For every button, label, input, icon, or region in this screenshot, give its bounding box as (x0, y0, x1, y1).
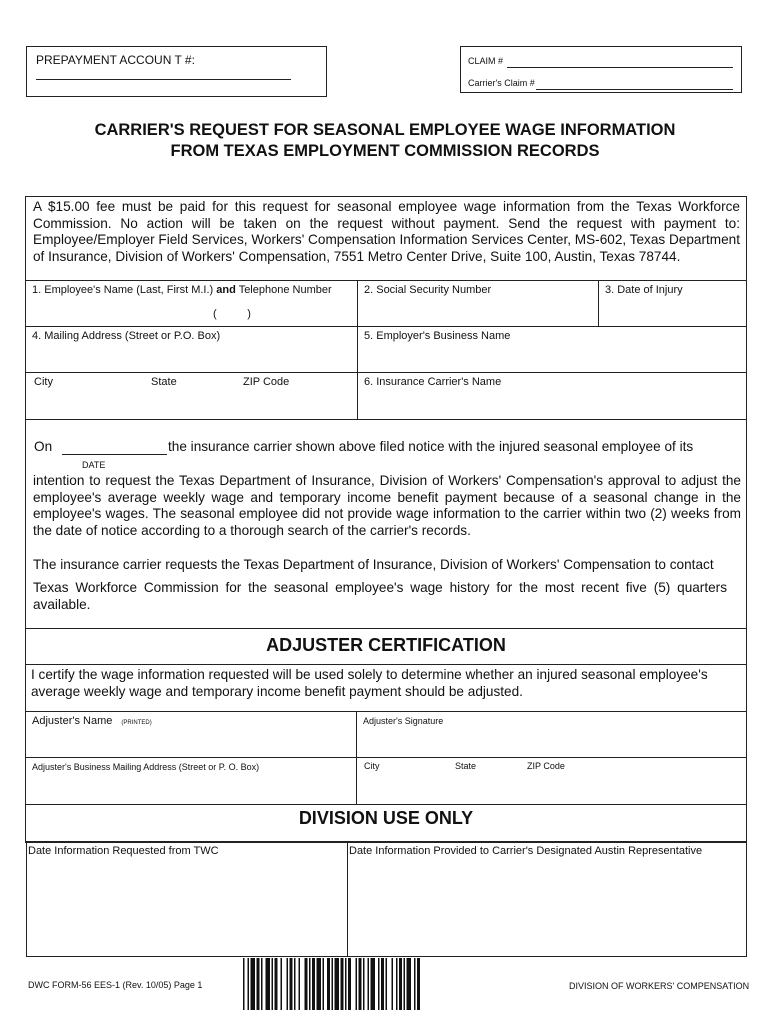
field-city-state-zip[interactable] (26, 373, 357, 419)
adjuster-address-label: Adjuster's Business Mailing Address (Street or P. O. Box) (32, 762, 260, 772)
claim-box (460, 46, 742, 93)
field-adjuster-signature[interactable] (357, 712, 746, 757)
employee-phone-label: Telephone Number (238, 284, 332, 296)
form-id: DWC FORM-56 EES-1 (Rev. 10/05) Page 1 (28, 980, 203, 990)
carrier-claim-input-line[interactable] (536, 89, 733, 90)
phone-parens: ( ) (213, 308, 251, 320)
adjuster-city-label: City (364, 761, 380, 771)
notice-date-caption: DATE (82, 460, 106, 470)
division-divider (347, 841, 348, 957)
ssn-label: 2. Social Security Number (364, 284, 492, 296)
employer-name-label: 5. Employer's Business Name (364, 330, 511, 342)
field-ssn[interactable] (358, 281, 598, 326)
notice-first-line: the insurance carrier shown above filed notice with the injured seasonal employee of its (168, 439, 694, 454)
prepayment-label: PREPAYMENT ACCOUN T #: (36, 53, 195, 67)
adjuster-heading: ADJUSTER CERTIFICATION (266, 635, 506, 655)
field-adjuster-name[interactable] (26, 712, 356, 757)
field-mailing-address[interactable] (26, 327, 357, 372)
field-employer-name[interactable] (358, 327, 746, 372)
adjuster-state-label: State (455, 761, 477, 771)
division-top-rule (26, 804, 746, 805)
adjuster-signature-label: Adjuster's Signature (363, 716, 444, 726)
city-label: City (34, 376, 53, 388)
field-insurance-carrier[interactable] (358, 373, 746, 419)
insurance-carrier-label: 6. Insurance Carrier's Name (364, 376, 502, 388)
employee-name-label: 1. Employee's Name (Last, First M.I.) (32, 284, 214, 296)
adjuster-statement: I certify the wage information requested will be used solely to determine whether an injured seasonal employee's average weekly wage and temporary income benefit payment should be adjusted. (31, 667, 708, 699)
fee-notice: A $15.00 fee must be paid for this request for seasonal employee wage information from the Texas Workforce Commission. No action will be taken on the request without payment. Send the request with payment to: Employee/Employer Field Services, Workers' Compensation Information Services Center, MS-602, Texas Department of Insurance, Division of Workers' Compensation, 7551 Metro Center Drive, Suite 100, Austin, Texas 78744. (33, 199, 740, 264)
prepayment-input-line[interactable] (36, 79, 291, 80)
notice-date-line[interactable] (62, 454, 167, 455)
barcode (243, 958, 471, 1010)
notice-on-label: On (34, 439, 53, 454)
adjuster-heading-rule (26, 664, 746, 665)
field-adjuster-city-state-zip[interactable] (357, 758, 746, 804)
fields-row3-rule (26, 419, 746, 420)
division-table (26, 841, 747, 957)
field-date-of-injury[interactable] (599, 281, 746, 326)
notice-paragraph-2-rest: Texas Workforce Commission for the seasonal employee's wage history for the most recent five (5) quarters available. (33, 580, 727, 612)
claim-input-line[interactable] (507, 67, 733, 68)
carrier-claim-label: Carrier's Claim # (468, 78, 535, 88)
form-title (0, 120, 770, 162)
prepayment-box (26, 46, 327, 97)
division-provided-label[interactable]: Date Information Provided to Carrier's Designated Austin Representative (349, 845, 703, 857)
title-line-2: FROM TEXAS EMPLOYMENT COMMISSION RECORDS (170, 142, 600, 160)
division-heading: DIVISION USE ONLY (298, 808, 474, 828)
field-adjuster-address[interactable] (26, 758, 356, 804)
state-label: State (151, 376, 177, 388)
date-of-injury-label: 3. Date of Injury (605, 284, 683, 296)
adjuster-name-label: Adjuster's Name (32, 715, 113, 727)
adjuster-top-rule (26, 628, 746, 629)
division-name: DIVISION OF WORKERS' COMPENSATION (569, 981, 750, 991)
notice-paragraph-2-line-1: The insurance carrier requests the Texas Department of Insurance, Division of Workers' Compensation to contact (33, 557, 714, 572)
mailing-address-label: 4. Mailing Address (Street or P.O. Box) (32, 330, 221, 342)
zip-label: ZIP Code (243, 376, 290, 388)
field-employee-name[interactable] (26, 281, 357, 326)
claim-label: CLAIM # (468, 56, 504, 66)
title-line-1: CARRIER'S REQUEST FOR SEASONAL EMPLOYEE WAGE INFORMATION (94, 121, 676, 139)
employee-name-and: and (216, 284, 236, 296)
notice-paragraph-1: intention to request the Texas Department of Insurance, Division of Workers' Compensation's approval to adjust the employee's average weekly wage and temporary income benefit payment because of a seasonal change in the employee's wages. The seasonal employee did not provide wage information to the carrier within two (2) weeks from the date of notice according to a thorough search of the carrier's records. (33, 473, 741, 538)
printed-label: (PRINTED) (121, 720, 152, 726)
adjuster-zip-label: ZIP Code (527, 761, 565, 771)
division-requested-label[interactable]: Date Information Requested from TWC (28, 845, 219, 857)
